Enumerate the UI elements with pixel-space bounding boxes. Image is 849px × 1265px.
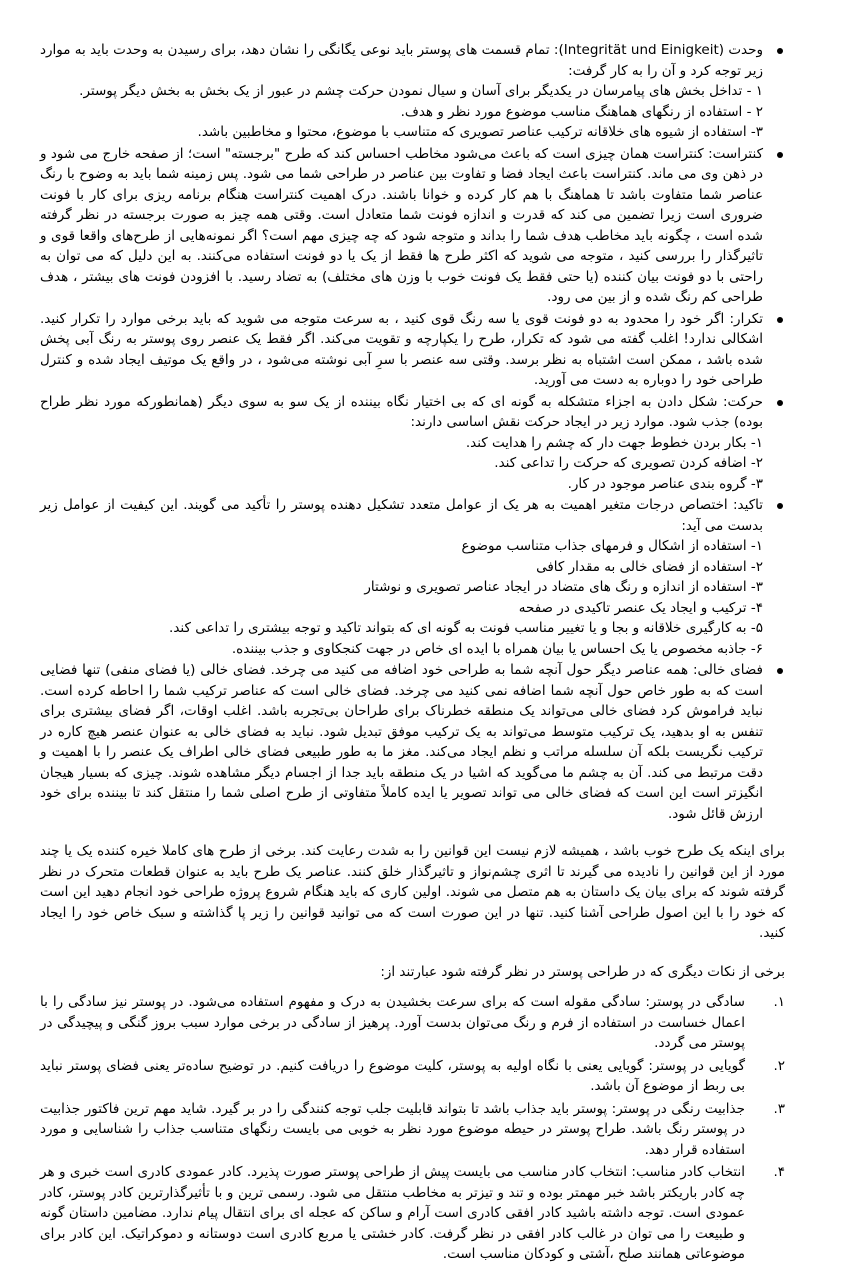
- item-number: ۴.: [773, 1164, 785, 1180]
- section-intro: برخی از نکات دیگری که در طراحی پوستر در نظر گرفته شود عبارتند از:: [380, 963, 785, 980]
- bullet-contrast: [40, 144, 785, 308]
- sub-item: ۱- استفاده از اشکال و فرمهای جذاب متناسب موضوع: [461, 538, 763, 554]
- bullet-dot-icon: [777, 317, 783, 323]
- numbered-item: [40, 1056, 785, 1097]
- bullet-text: وحدت (Integrität und Einigkeit): تمام قسمت های پوستر باید نوعی یگانگی را نشان دهد، برای رسیدن به وحدت باید به موارد زیر توجه کرد و آن را به کار گرفت:: [40, 42, 763, 79]
- sub-item: ۲- استفاده از فضای خالی به مقدار کافی: [536, 558, 763, 575]
- bullet-text: حرکت: شکل دادن به اجزاء متشکله به گونه ای که بی اختیار نگاه بیننده از یک سو به سوی دیگر (همانطورکه مورد نظر طراح بوده) جذب شود. موارد زیر در ایجاد حرکت نقش اساسی دارند:: [40, 393, 763, 430]
- item-text: گویایی در پوستر: گویایی یعنی با نگاه اولیه به پوستر، کلیت موضوع را دریافت کنیم. در توضیح ساده‌تر یعنی فضای پوستر نباید بی ربط از موضوع آن باشد.: [40, 1057, 745, 1094]
- bullet-whitespace: [40, 660, 785, 824]
- sub-item: ۳- گروه بندی عناصر موجود در کار.: [567, 475, 763, 492]
- bullet-dot-icon: [777, 400, 783, 406]
- tips-list: [40, 992, 785, 1265]
- bullet-text: تکرار: اگر خود را محدود به دو فونت قوی یا سه رنگ قوی کنید ، به سرعت متوجه می شوید که باید برخی موارد را تکرار کنید. اشکالی ندارد! اغلب گفته می شود که تکرار، طرح را یکپارچه و تقویت می‌کند. اگر فقط یک عنصر روی پوستر به رنگ آبی پخش شده باشد ، ممکن است اشتباه به نظر برسد. وقتی سه عنصر با سرِ آبی نوشته می‌شود ، در واقع یک موتیف ایجاد شده و کنترل طراحی خود را دوباره به دست می آورید.: [40, 310, 763, 388]
- bullet-dot-icon: [777, 503, 783, 509]
- item-number: ۲.: [773, 1057, 785, 1074]
- sub-item: ۴- ترکیب و ایجاد یک عنصر تاکیدی در صفحه: [518, 599, 763, 616]
- sub-item: ۶- جاذبه مخصوص یا یک احساس یا بیان همراه با ایده ای خاص در جهت کنجکاوی و جذب بیننده.: [231, 640, 763, 657]
- item-number: ۳.: [773, 1100, 785, 1117]
- bullet-unity: [40, 40, 785, 143]
- numbered-item: [40, 1162, 785, 1265]
- item-number: ۱.: [773, 994, 785, 1010]
- bullet-text: کنتراست: کنتراست همان چیزی است که باعث می‌شود مخاطب احساس کند که طرح "برجسته" است؛ از صفحه خارج می شود و در ذهن وی می ماند. کنتراست باعث ایجاد فضا و تفاوت بین عناصر در طراحی شما می شود. پس زمینه شما باید به وضوح با رنگ عناصر شما متفاوت باشد تا هماهنگ با هم کار کرده و خوانا باشند. درک اهمیت کنتراست هنگام برنامه ریزی برای کار با فونت ضروری است زیرا تضمین می کند که قدرت و اندازه فونت شما متعادل است. وقتی همه چیز به صورت برجسته در نظر گرفته شده است ، چگونه باید مخاطب هدف شما را بداند و متوجه شود که چه چیزی مهم است؟ اگر نمونه‌هایی از طرح‌های واقعا قوی و تاثیرگذار را بررسی کنید ، متوجه می شوید که اکثر طرح ها فقط از یک یا دو فونت استفاده می‌کنند. به این دلیل که می توان به راحتی با دو فونت بیان کننده (یا حتی فقط یک فونت خوب با وزن های مختلف) به تضاد رسید. با افزودن فونت های بیشتر ، هدف طراحی کم رنگ شده و از بین می رود.: [40, 145, 763, 305]
- numbered-item: [40, 992, 785, 1054]
- bullet-dot-icon: [777, 668, 783, 674]
- bullet-text: تاکید: اختصاص درجات متغیر اهمیت به هر یک از عوامل متعدد تشکیل دهنده پوستر را تأکید می گویند. این کیفیت از عوامل زیر بدست می آید:: [40, 497, 763, 534]
- sub-item: ۱- بکار بردن خطوط جهت دار که چشم را هدایت کند.: [465, 434, 763, 451]
- principles-list: [40, 40, 785, 824]
- sub-item: ۲- اضافه کردن تصویری که حرکت را تداعی کند.: [494, 455, 763, 471]
- bullet-emphasis: [40, 495, 785, 659]
- bullet-repetition: [40, 309, 785, 391]
- bullet-movement: [40, 392, 785, 495]
- bullet-dot-icon: [777, 48, 783, 54]
- item-text: جذابیت رنگی در پوستر: پوستر باید جذاب باشد تا بتواند قابلیت جلب توجه کنندگی را در بر گیرد. شاید مهم ترین فاکتور جذابیت در پوستر رنگ باشد. طراح پوستر در حیطه موضوع مورد نظر به خوبی می بایست رنگهای متناسب جذاب را شناسایی و مورد استفاده قرار دهد.: [40, 1100, 745, 1158]
- sub-item: ۳- استفاده از اندازه و رنگ های متضاد در ایجاد عناصر تصویری و نوشتار: [364, 579, 763, 595]
- numbered-item: [40, 1099, 785, 1161]
- bullet-text: فضای خالی: همه عناصر دیگر حول آنچه شما به طراحی خود اضافه می کنید می چرخد. فضای خالی (یا فضای منفی) تنها فضایی است که به طور خاص حول آنچه شما اضافه نمی کنید می چرخد. فضای خالی است که عناصر ترکیب شما را احاطه کرده است. نباید فراموش کرد فضای خالی می‌تواند یک منطقه خطرناک برای طراحان بی‌تجربه باشد. اغلب اوقات، اگر فضای بیشتری برای تنفس به او بدهید، یک ترکیب متوسط می‌تواند به یک ترکیب موفق تبدیل شود. نباید به فضای خالی به عنوان عنصر هیچ کاره در ترکیب نگریست بلکه آن سلسله مراتب و نظم ایجاد می‌کند. مغز ما به طور طبیعی فضای خالی اطراف یک عنصر را با اهمیت و دقت مرتبط می کند. آن به چشم ما می‌گوید که اشیا در یک منطقه باید جدا از اجسام دیگر مشاهده شوند. چیزی که بسیار هیجان انگیزتر است این است که فضای خالی می تواند تصویر یا ایده کاملاً متفاوتی از طرح اصلی شما را منتقل کند تا بیننده برای خود ارزش قائل شود.: [40, 662, 763, 822]
- bullet-dot-icon: [777, 152, 783, 158]
- item-text: سادگی در پوستر: سادگی مقوله است که برای سرعت بخشیدن به درک و مفهوم استفاده می‌شود. در پوستر نیز سادگی را با اعمال خساست در استفاده از فرم و رنگ می‌توان بدست آورد. پرهیز از سادگی در برخی موارد سبب بروز گنگی و پیچیدگی در پوستر می گردد.: [40, 994, 745, 1051]
- sub-item: ۱ - تداخل بخش های پیامرسان در یکدیگر برای آسان و سیال نمودن حرکت چشم در عبور از یک بخش به بخش دیگر پوستر.: [79, 83, 763, 99]
- sub-item: ۵- به کارگیری خلاقانه و بجا و یا تغییر مناسب فونت به گونه ای که بتواند تاکید و توجه بیشتری را تداعی کند.: [169, 620, 763, 636]
- sub-item: ۳- استفاده از شیوه های خلاقانه ترکیب عناصر تصویری که متناسب با موضوع، محتوا و مخاطبین باشد.: [197, 124, 763, 140]
- sub-item: ۲ - استفاده از رنگهای هماهنگ مناسب موضوع مورد نظر و هدف.: [400, 103, 763, 120]
- item-text: انتخاب کادر مناسب: انتخاب کادر مناسب می بایست پیش از طراحی پوستر صورت پذیرد. کادر عمودی کادری است خبری و هر چه کادر باریکتر باشد خبر مهمتر بوده و تند و تیزتر به مخاطب منتقل می شود. رسمی ترین و با تأثیرگذارترین کادر پوستر، کادر عمودی است. توجه داشته باشید کادر افقی کادری است آرام و ساکن که عجله ای برای انتقال پیام ندارد. مضامین داستان گونه و طبیعت را می توان در غالب کادر افقی در نظر گرفت. کادر خشتی یا مربع کادری است دوستانه و دموکراتیک. این کادر برای موضوعاتی همانند صلح ،آشتی و کودکان مناسب است.: [40, 1164, 745, 1262]
- body-paragraph: برای اینکه یک طرح خوب باشد ، همیشه لازم نیست این قوانین را به شدت رعایت کند. برخی از طرح های کاملا خیره کننده یک یا چند مورد از این قوانین را نادیده می گیرند تا اثری چشم‌نواز و تاثیرگذار خلق کنند. عناصر یک طرح باید به عنوان قطعات متحرک در نظر گرفته شوند که برای بیان یک داستان به هم متصل می شوند. اولین کاری که باید هنگام شروع پروژه طراحی خود انجام دهید این است که خود را با این اصول طراحی آشنا کنید. تنها در این صورت است که می توانید قوانین را زیر پا گذاشته و سبک خاص خود را ایجاد کنید.: [40, 843, 785, 941]
